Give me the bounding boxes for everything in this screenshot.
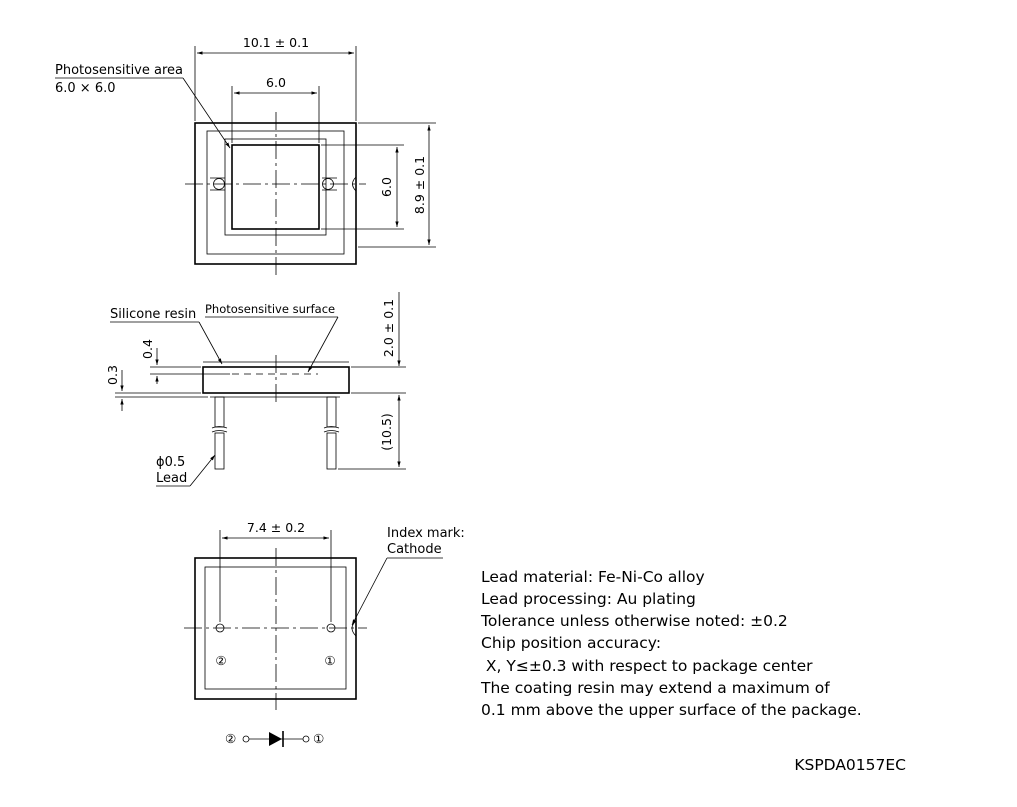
dim-pitch-label: 7.4 ± 0.2 [246, 520, 306, 535]
top-package-outline [195, 123, 356, 264]
index-mark-label: Index mark: [387, 526, 465, 541]
dim-width-label: 10.1 ± 0.1 [242, 35, 310, 50]
lead-left [212, 397, 227, 469]
lead-diameter-label: ϕ0.5 [156, 455, 186, 470]
dim-area-width-label: 6.0 [266, 75, 286, 90]
notes-block [480, 568, 862, 719]
note-4: Chip position accuracy: [481, 634, 662, 652]
photosensitive-area-leader [183, 78, 230, 148]
diode-triangle [269, 732, 282, 746]
note-6: The coating resin may extend a maximum of [481, 679, 830, 697]
photosensitive-surface-label: Photosensitive surface [205, 302, 336, 316]
side-view [105, 292, 406, 486]
note-5: X, Y≤±0.3 with respect to package center [481, 657, 813, 675]
dim-lead-length-label: (10.5) [379, 413, 394, 451]
photosensitive-area-label: Photosensitive area [55, 63, 184, 78]
silicone-resin-leader [199, 322, 222, 364]
top-package-inner [207, 131, 344, 254]
note-7: 0.1 mm above the upper surface of the package. [481, 701, 862, 719]
note-3: Tolerance unless otherwise noted: ±0.2 [481, 612, 788, 630]
lead-right [324, 397, 339, 469]
lead-leader [190, 455, 215, 486]
drawing-code: KSPDA0157EC [794, 756, 906, 774]
top-view [55, 35, 436, 275]
dim-03-label: 0.3 [105, 365, 120, 385]
pin-1-label: ① [324, 653, 336, 668]
cathode-label: Cathode [387, 542, 442, 557]
photosensitive-area-value: 6.0 × 6.0 [55, 81, 116, 96]
photosensitive-area-rect [232, 145, 319, 229]
bottom-view [184, 520, 465, 747]
top-chip-outline [225, 139, 326, 235]
note-1: Lead material: Fe-Ni-Co alloy [481, 568, 705, 586]
pin-2-label: ② [215, 653, 227, 668]
index-mark-leader [352, 558, 387, 625]
lead-label: Lead [156, 471, 188, 486]
dim-area-height-label: 6.0 [379, 177, 394, 197]
dim-height-label: 8.9 ± 0.1 [412, 155, 427, 215]
diode-pin-1: ① [313, 731, 325, 746]
note-2: Lead processing: Au plating [481, 590, 696, 608]
diode-symbol [225, 731, 324, 747]
silicone-resin-label: Silicone resin [110, 307, 197, 322]
dim-04-label: 0.4 [140, 339, 155, 359]
photosensitive-surface-leader [308, 317, 338, 372]
bottom-package-outline [195, 558, 356, 699]
diode-pin-2: ② [225, 731, 237, 746]
dim-thickness-label: 2.0 ± 0.1 [381, 298, 396, 358]
